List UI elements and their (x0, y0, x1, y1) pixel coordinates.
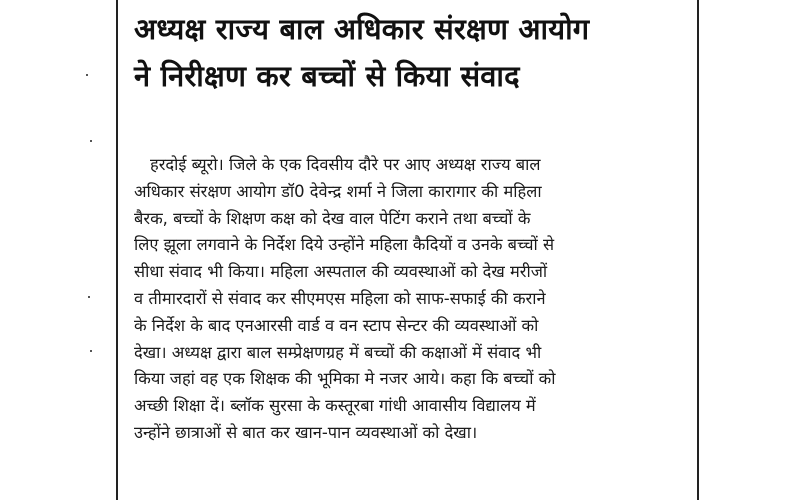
article-line: देखा। अध्यक्ष द्वारा बाल सम्प्रेक्षणग्रह में बच्चों की कक्षाओं में संवाद भी (134, 342, 542, 362)
clipping-right-border (697, 0, 699, 500)
article-line: हरदोई ब्यूरो। जिले के एक दिवसीय दौरे पर आए अध्यक्ष राज्य बाल (150, 155, 541, 174)
article-line: अच्छी शिक्षा दें। ब्लॉक सुरसा के कस्तूरबा गांधी आवासीय विद्यालय में (134, 396, 536, 416)
headline-line-2: ने निरीक्षण कर बच्चों से किया संवाद (134, 59, 520, 93)
article-line: व तीमारदारों से संवाद कर सीएमएस महिला को साफ-सफाई की कराने (134, 288, 546, 308)
article-line: उन्होंने छात्राओं से बात कर खान-पान व्यवस्थाओं को देखा। (134, 422, 478, 442)
scan-speck (86, 74, 88, 76)
article-line: बैरक, बच्चों के शिक्षण कक्ष को देख वाल पेटिंग कराने तथा बच्चों के (134, 208, 531, 228)
scan-speck (88, 296, 90, 298)
scan-speck (90, 350, 92, 352)
article-headline (134, 6, 694, 100)
article-line: लिए झूला लगवाने के निर्देश दिये उन्होंने महिला कैदियों व उनके बच्चों से (134, 235, 555, 255)
headline-line-1: अध्यक्ष राज्य बाल अधिकार संरक्षण आयोग (134, 12, 590, 46)
scan-speck (90, 140, 92, 142)
article-body (134, 152, 692, 447)
clipping-left-border (116, 0, 118, 500)
article-line: किया जहां वह एक शिक्षक की भूमिका मे नजर आये। कहा कि बच्चों को (134, 369, 556, 389)
article-line: अधिकार संरक्षण आयोग डॉ0 देवेन्द्र शर्मा ने जिला कारागार की महिला (134, 181, 542, 201)
article-line: के निर्देश के बाद एनआरसी वार्ड व वन स्टाप सेन्टर की व्यवस्थाओं को (134, 315, 539, 335)
article-line: सीधा संवाद भी किया। महिला अस्पताल की व्यवस्थाओं को देख मरीजों (134, 262, 548, 282)
